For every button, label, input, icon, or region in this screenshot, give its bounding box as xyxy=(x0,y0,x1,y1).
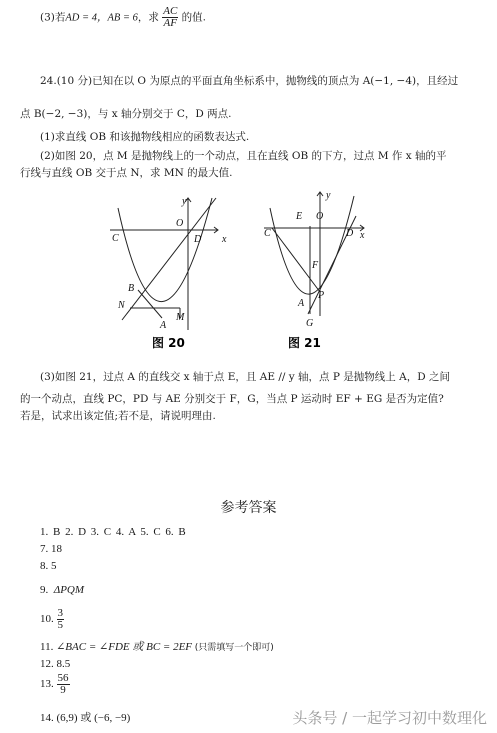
q24-part3-line3: 若是，试求出该定值;若不是，请说明理由. xyxy=(20,410,216,422)
q23-cond: AD = 4，AB = 6 xyxy=(65,12,138,24)
answer-11-num: 11. xyxy=(40,641,54,653)
fig20-label-d: D xyxy=(194,234,202,245)
answer-11 xyxy=(40,641,274,655)
q24-part3-line2: 的一个动点，直线 PC，PD 与 AE 分别交于 F，G，当点 P 运动时 EF + EG 是否为定值? xyxy=(20,393,444,405)
q23-frac-den: AF xyxy=(163,17,177,29)
q24-part2-line1: (2)如图 20，点 M 是抛物线上的一个动点，且在直线 OB 的下方，过点 M 作 x 轴的平 xyxy=(40,150,447,162)
fig21-label-p: P xyxy=(318,290,325,301)
answer-13-fraction xyxy=(57,673,70,696)
answer-8: 8. 5 xyxy=(40,560,57,572)
q23-mid: ，求 xyxy=(137,11,159,24)
q23-fraction xyxy=(162,6,178,29)
answer-10-fraction xyxy=(57,608,65,631)
fig21-label-e: E xyxy=(296,211,303,222)
fig20-label-n: N xyxy=(118,300,125,311)
q24-part3-line1: (3)如图 21，过点 A 的直线交 x 轴于点 E，且 AE // y 轴，点 P 是抛物线上 A，D 之间 xyxy=(40,371,450,383)
fig20-label-c: C xyxy=(112,233,119,244)
q23-suffix: 的值. xyxy=(181,11,206,24)
q23-prefix: (3)若 xyxy=(40,11,66,24)
fig20-label-a: A xyxy=(160,320,167,331)
answers-title: 参考答案 xyxy=(220,500,277,516)
q24-line1: 24.(10 分)已知在以 O 为原点的平面直角坐标系中，抛物线的顶点为 A(−1, −4)，且经过 xyxy=(40,75,459,87)
answer-7: 7. 18 xyxy=(40,543,62,555)
q24-part1: (1)求直线 OB 和该抛物线相应的函数表达式. xyxy=(40,131,250,143)
figure-21 xyxy=(260,186,380,350)
answer-13-frac-den: 9 xyxy=(60,684,66,696)
fig20-label-m: M xyxy=(176,312,185,323)
watermark: 头条号 / 一起学习初中数理化 xyxy=(292,709,487,727)
answer-9 xyxy=(40,584,84,597)
q24-part2-line2: 行线与直线 OB 交于点 N，求 MN 的最大值. xyxy=(20,167,233,179)
q23-frac-num: AC xyxy=(163,5,178,17)
fig20-line-ob xyxy=(122,198,216,320)
fig21-caption: 图 21 xyxy=(288,336,321,350)
answer-9-val: ΔPQM xyxy=(53,584,85,596)
answer-10-frac-num: 3 xyxy=(57,607,63,619)
answer-13-frac-num: 56 xyxy=(57,672,69,684)
answer-9-num: 9. xyxy=(40,584,49,596)
answer-10 xyxy=(40,608,64,631)
answer-11-note: (只需填写一个即可) xyxy=(194,643,274,653)
fig20-label-y: y xyxy=(182,196,187,207)
fig20-label-x: x xyxy=(222,234,227,245)
fig20-label-b: B xyxy=(128,283,135,294)
answer-1-6: 1. B 2. D 3. C 4. A 5. C 6. B xyxy=(40,526,186,538)
fig21-label-a: A xyxy=(298,298,305,309)
fig20-line-b xyxy=(138,290,162,318)
fig21-label-d: D xyxy=(346,228,354,239)
answer-10-num: 10. xyxy=(40,613,54,625)
fig20-caption: 图 20 xyxy=(152,336,185,350)
fig21-label-g: G xyxy=(306,318,314,329)
answer-13 xyxy=(40,673,70,696)
fig21-label-o: O xyxy=(316,211,324,222)
answer-12: 12. 8.5 xyxy=(40,658,71,670)
fig21-label-x: x xyxy=(360,230,365,241)
answer-14: 14. (6,9) 或 (−6, −9) xyxy=(40,712,131,724)
answer-13-num: 13. xyxy=(40,678,54,690)
fig21-label-c: C xyxy=(264,228,271,239)
answer-10-frac-den: 5 xyxy=(57,619,63,631)
q23-part3 xyxy=(40,6,206,29)
q24-line2: 点 B(−2, −3)，与 x 轴分别交于 C，D 两点. xyxy=(20,108,232,120)
fig21-label-y: y xyxy=(326,190,331,201)
figure-20 xyxy=(100,190,250,350)
fig20-label-o: O xyxy=(176,218,184,229)
answer-11-val: ∠BAC = ∠FDE 或 BC = 2EF xyxy=(56,641,193,653)
fig21-label-f: F xyxy=(312,260,319,271)
